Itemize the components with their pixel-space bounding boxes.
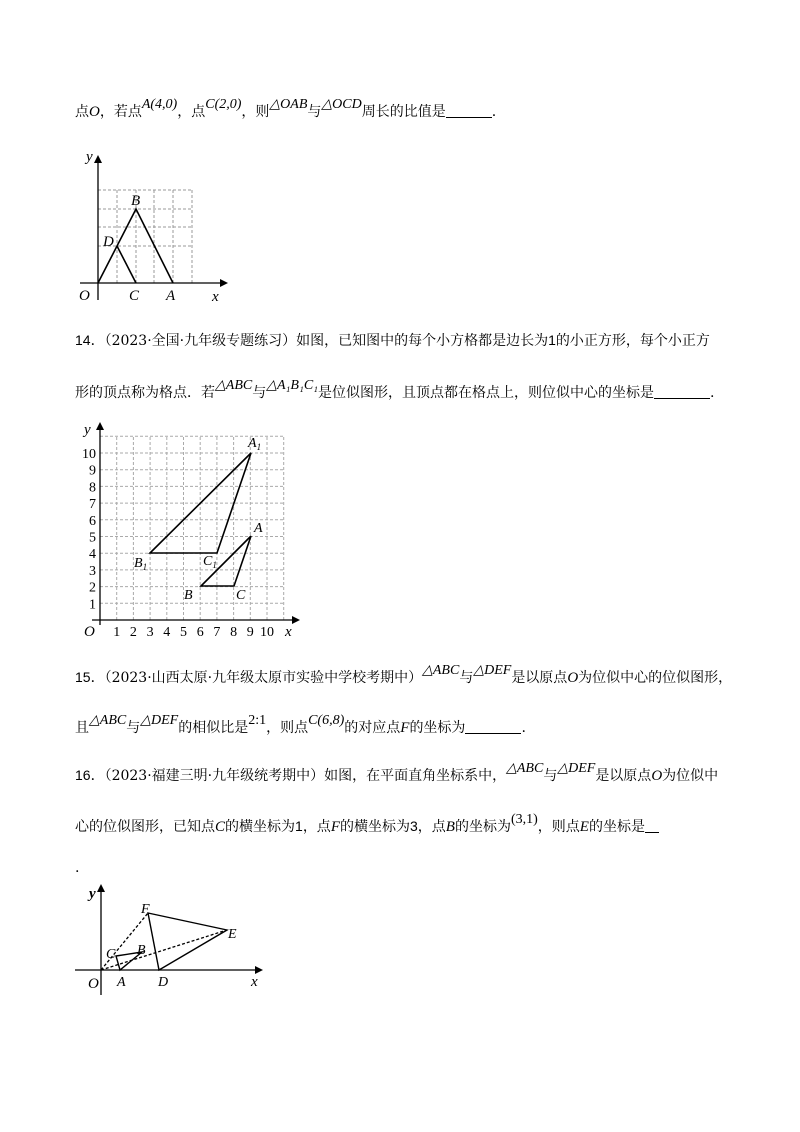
point-c-coord: C(6,8) [308,713,345,728]
q16-text: 的坐标为 [454,819,511,835]
q15-text: 的对应点 [344,720,401,736]
q16-text: 的坐标是 [588,819,645,835]
point-a-label: A [254,521,263,536]
point-a-label: A [117,975,126,990]
q16-line-2 [75,812,659,838]
q15-text: 为位似中心的位似图形， [578,670,733,686]
question-number: 15． [75,669,105,685]
q16-text: 如图，在平面直角坐标系中， [324,768,507,784]
y-tick-label: 7 [89,497,96,513]
q15-text: 的坐标为 [409,720,466,736]
q16-text: 与 [543,768,558,784]
triangle-ocd: △OCD [321,97,362,112]
q16-text: . [75,860,80,876]
q16-text: ，点 [417,819,446,835]
origin-label: O [88,976,99,992]
q15-text: 与 [459,670,474,686]
point-d-label: D [158,975,169,990]
point-a-label: A [166,288,176,304]
axis-x-label: x [251,974,258,990]
point-c-coord: C(2,0) [205,97,242,112]
point-e-label: E [228,927,237,942]
q13-line [75,97,497,123]
figure-13 [70,145,240,315]
q13-text: ，则 [241,104,270,120]
axis-y-label: y [89,886,96,902]
point-c-label: C [106,947,116,962]
q13-text: 与 [307,104,322,120]
y-tick-label: 4 [89,547,96,563]
q15-line-2 [75,713,526,739]
q13-text: 点 [75,104,89,120]
q15-text: 是以原点 [511,670,568,686]
q16-number: 1 [295,818,303,834]
figure-14 [70,420,310,645]
point-c-label: C [236,588,246,603]
q14-text: 是位似图形，且顶点都在格点上，则位似中心的坐标是 [318,385,655,401]
q14-text: 如图，已知图中的每个小方格都是边长为 [296,333,549,349]
q16-text: ，点 [302,819,331,835]
x-tick-label: 1 [113,625,121,640]
ratio: 2:1 [248,713,267,728]
point-c-label: C [129,288,140,304]
triangle-abc: △ABC [506,761,544,776]
q15-line-1 [75,663,733,689]
question-number: 14． [75,332,105,348]
point-e: E [579,819,589,835]
triangle-abc: △ABC [89,713,127,728]
triangle-a1b1c1: △A₁B₁C₁ [266,378,319,393]
point-d-label: D [103,234,114,250]
x-tick-label: 7 [213,625,221,640]
q13-text: 周长的比值是 [361,104,446,120]
question-source: （2023·全国·九年级专题练习） [104,333,297,349]
point-f: F [400,720,410,736]
q15-text: 且 [75,720,89,736]
point-b: B [445,819,455,835]
triangle-oab: △OAB [269,97,308,112]
q16-text: ，则点 [537,819,580,835]
question-number: 16． [75,767,105,783]
point-o: O [89,104,100,120]
point-a1-label: $A_1$ [248,436,262,452]
axis-x-label: x [212,289,219,305]
y-tick-label: 5 [89,530,96,546]
point-b-label: B [137,943,146,958]
x-tick-label: 6 [196,625,204,640]
q15-text: 的相似比是 [178,720,249,736]
q14-line-1 [75,330,710,351]
answer-blank [654,385,710,399]
q13-text: ，点 [177,104,206,120]
axis-y-label: y [84,422,91,438]
answer-blank [645,819,659,833]
x-tick-label: 5 [180,625,187,640]
y-tick-label: 6 [89,513,96,529]
q16-line-3 [75,858,79,878]
y-tick-label: 3 [89,563,96,579]
q14-text: . [710,385,715,401]
q16-text: 为位似中 [662,768,719,784]
x-tick-label: 2 [129,625,137,640]
triangle-def: △DEF [473,663,512,678]
x-tick-label: 10 [260,625,274,640]
figure-16 [75,880,275,1000]
q14-line-2 [75,378,715,404]
point-f: F [330,819,340,835]
x-tick-label: 9 [246,625,254,640]
q14-text: 形的顶点称为格点．若 [75,385,215,401]
x-tick-label: 8 [230,625,238,640]
q15-text: . [521,720,526,736]
q16-line-1 [75,761,719,787]
q14-text: 与 [252,385,267,401]
q16-text: 的横坐标为 [225,819,296,835]
origin-label: O [79,288,90,304]
axis-y-label: y [86,149,93,165]
y-tick-label: 10 [82,447,96,462]
q16-text: 的横坐标为 [339,819,410,835]
question-source: （2023·福建三明·九年级统考期中） [104,768,325,784]
q16-text: 是以原点 [595,768,652,784]
point-b-coord: (3,1) [510,812,538,827]
q13-text: ，若点 [99,104,142,120]
origin-label: O [84,624,95,640]
point-o: O [567,670,579,686]
answer-blank [465,720,521,734]
point-c: C [215,819,226,835]
x-tick-label: 4 [163,625,171,640]
point-a-coord: A(4,0) [141,97,178,112]
y-tick-label: 9 [89,463,96,479]
q14-number: 1 [548,332,556,348]
q16-text: 心的位似图形，已知点 [75,819,215,835]
point-b-label: B [131,193,141,209]
y-tick-label: 8 [89,480,96,496]
point-f-label: F [141,902,150,917]
answer-blank [446,104,492,118]
axis-x-label: x [285,624,292,640]
y-tick-label: 2 [89,580,96,596]
triangle-abc: △ABC [422,663,460,678]
triangle-def: △DEF [557,761,596,776]
q14-text: 的小正方形，每个小正方 [555,333,710,349]
point-c1-label: $C_1$ [203,554,217,570]
q15-text: ，则点 [266,720,309,736]
question-source: （2023·山西太原·九年级太原市实验中学校考期中） [104,670,423,686]
y-tick-label: 1 [89,597,96,613]
triangle-abc: △ABC [215,378,253,393]
x-tick-label: 3 [146,625,154,640]
q16-number: 3 [409,818,418,834]
point-b1-label: $B_1$ [134,556,148,572]
point-b-label: B [184,588,193,603]
point-o: O [651,768,663,784]
q15-text: 与 [126,720,141,736]
q13-text: . [491,104,497,120]
triangle-def: △DEF [140,713,179,728]
